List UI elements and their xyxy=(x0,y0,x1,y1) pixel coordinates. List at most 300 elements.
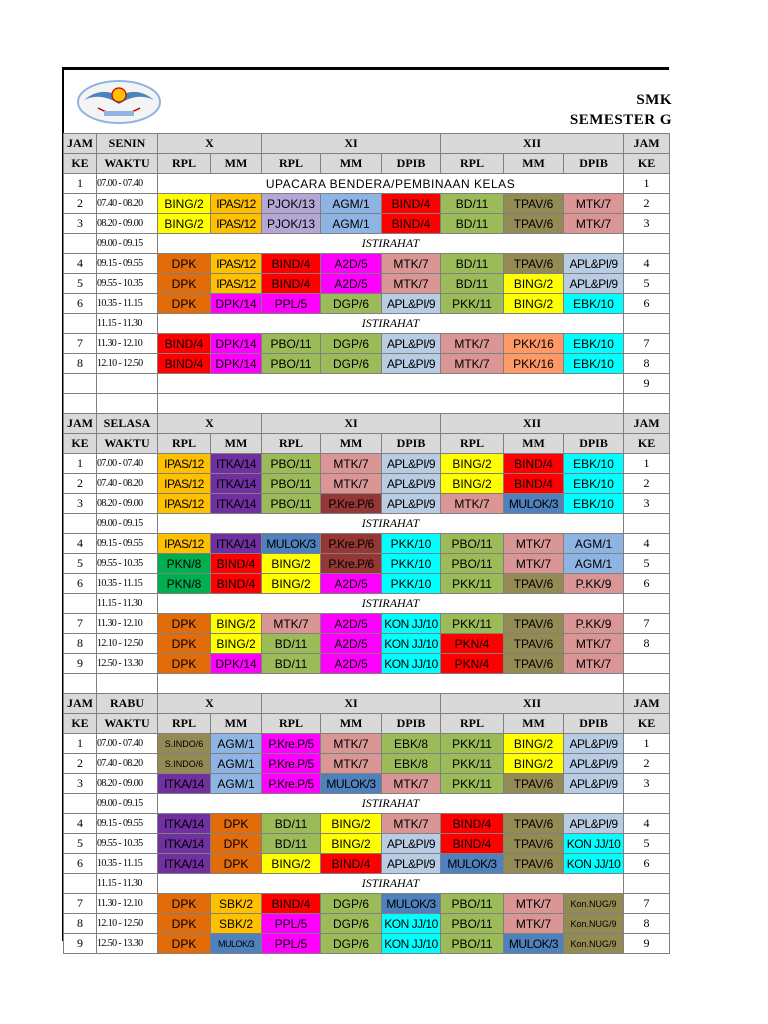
subject-cell: APL&PI/9 xyxy=(382,294,441,314)
subject-cell: DPK xyxy=(158,274,211,294)
table-row xyxy=(64,874,670,894)
subject-cell: PKK/11 xyxy=(441,754,504,774)
blank-row-cell xyxy=(158,374,624,394)
period-number xyxy=(64,314,97,334)
period-number: 5 xyxy=(64,274,97,294)
subject-cell: ITKA/14 xyxy=(211,534,262,554)
waktu-header: WAKTU xyxy=(97,714,158,734)
jam-number: 6 xyxy=(624,854,670,874)
jam-number: 7 xyxy=(624,894,670,914)
major-rpl-header: RPL xyxy=(441,434,504,454)
subject-cell: APL&PI/9 xyxy=(564,814,624,834)
subject-cell: TPAV/6 xyxy=(504,254,564,274)
table-row xyxy=(64,394,670,414)
break-label: ISTIRAHAT xyxy=(158,794,624,814)
subject-cell: AGM/1 xyxy=(321,194,382,214)
subject-cell: P.Kre.P/6 xyxy=(321,534,382,554)
subject-cell: BIND/4 xyxy=(441,814,504,834)
period-number: 1 xyxy=(64,454,97,474)
jam-number: 1 xyxy=(624,454,670,474)
subject-cell: DPK xyxy=(158,254,211,274)
subject-cell: BIND/4 xyxy=(262,274,321,294)
subject-cell: DPK xyxy=(211,854,262,874)
subject-cell: IPAS/12 xyxy=(211,274,262,294)
major-dpib-header: DPIB xyxy=(564,714,624,734)
ke-header: KE xyxy=(624,154,670,174)
subject-cell: KON JJ/10 xyxy=(564,834,624,854)
jam-number: 9 xyxy=(624,374,670,394)
subject-cell: SBK/2 xyxy=(211,894,262,914)
subject-cell: BIND/4 xyxy=(262,254,321,274)
subject-cell: MTK/7 xyxy=(321,754,382,774)
jam-header: JAM xyxy=(624,694,670,714)
major-mm-header: MM xyxy=(211,154,262,174)
subject-cell: PKK/11 xyxy=(441,294,504,314)
break-label: ISTIRAHAT xyxy=(158,314,624,334)
table-row xyxy=(64,734,670,754)
grade-xii-header: XII xyxy=(441,694,624,714)
subject-cell: BING/2 xyxy=(321,814,382,834)
subject-cell: TPAV/6 xyxy=(504,634,564,654)
period-number: 1 xyxy=(64,734,97,754)
period-time: 12.10 - 12.50 xyxy=(97,914,158,934)
subject-cell: Kon.NUG/9 xyxy=(564,934,624,954)
jam-number: 2 xyxy=(624,474,670,494)
waktu-header: WAKTU xyxy=(97,434,158,454)
ke-header: KE xyxy=(64,434,97,454)
subject-cell: BIND/4 xyxy=(504,474,564,494)
grade-x-header: X xyxy=(158,134,262,154)
subject-cell: IPAS/12 xyxy=(158,494,211,514)
major-rpl-header: RPL xyxy=(158,154,211,174)
period-time: 09.15 - 09.55 xyxy=(97,534,158,554)
subject-cell: A2D/5 xyxy=(321,254,382,274)
subject-cell: EBK/10 xyxy=(564,454,624,474)
period-time xyxy=(97,394,158,414)
jam-number: 6 xyxy=(624,294,670,314)
table-row xyxy=(64,614,670,634)
jam-header: JAM xyxy=(64,134,97,154)
subject-cell: PKK/16 xyxy=(504,354,564,374)
subject-cell: BING/2 xyxy=(504,294,564,314)
day-header-row xyxy=(64,414,670,434)
subject-cell: IPAS/12 xyxy=(211,214,262,234)
subject-cell: BIND/4 xyxy=(382,194,441,214)
waktu-header: WAKTU xyxy=(97,154,158,174)
jam-number xyxy=(624,874,670,894)
subject-cell: EBK/10 xyxy=(564,474,624,494)
subject-cell: PBO/11 xyxy=(262,474,321,494)
period-time: 10.35 - 11.15 xyxy=(97,294,158,314)
subject-cell: PKK/16 xyxy=(504,334,564,354)
table-row xyxy=(64,294,670,314)
subject-cell: EBK/10 xyxy=(564,494,624,514)
major-mm-header: MM xyxy=(211,714,262,734)
period-number: 6 xyxy=(64,574,97,594)
subject-cell: AGM/1 xyxy=(211,774,262,794)
table-row xyxy=(64,774,670,794)
subject-cell: BIND/4 xyxy=(262,894,321,914)
major-mm-header: MM xyxy=(321,714,382,734)
subject-cell: MTK/7 xyxy=(564,654,624,674)
subject-cell: P.KK/9 xyxy=(564,614,624,634)
subject-cell: BIND/4 xyxy=(158,354,211,374)
subject-cell: BD/11 xyxy=(262,834,321,854)
table-row xyxy=(64,654,670,674)
jam-number: 1 xyxy=(624,174,670,194)
table-row xyxy=(64,674,670,694)
subject-cell: TPAV/6 xyxy=(504,814,564,834)
subject-cell: BIND/4 xyxy=(382,214,441,234)
table-row xyxy=(64,834,670,854)
period-number: 3 xyxy=(64,774,97,794)
subject-cell: P.Kre.P/5 xyxy=(262,754,321,774)
subject-cell: EBK/10 xyxy=(564,294,624,314)
subject-cell: BING/2 xyxy=(158,194,211,214)
subject-cell: TPAV/6 xyxy=(504,194,564,214)
table-row xyxy=(64,914,670,934)
subject-cell: BING/2 xyxy=(211,634,262,654)
period-time: 09.15 - 09.55 xyxy=(97,814,158,834)
major-dpib-header: DPIB xyxy=(382,714,441,734)
subject-cell: DPK xyxy=(158,614,211,634)
subject-cell: ITKA/14 xyxy=(211,494,262,514)
table-row xyxy=(64,754,670,774)
period-number: 5 xyxy=(64,554,97,574)
jam-number: 1 xyxy=(624,734,670,754)
jam-number: 3 xyxy=(624,214,670,234)
subject-cell: KON JJ/10 xyxy=(382,634,441,654)
subject-cell: APL&PI/9 xyxy=(382,494,441,514)
subject-cell: APL&PI/9 xyxy=(564,754,624,774)
jam-number: 5 xyxy=(624,274,670,294)
subject-cell: DGP/6 xyxy=(321,334,382,354)
subject-cell: A2D/5 xyxy=(321,574,382,594)
subject-cell: MTK/7 xyxy=(382,254,441,274)
subject-cell: APL&PI/9 xyxy=(564,274,624,294)
day-name: SENIN xyxy=(97,134,158,154)
subject-cell: MTK/7 xyxy=(321,474,382,494)
subject-cell: ITKA/14 xyxy=(158,814,211,834)
table-row xyxy=(64,514,670,534)
period-number: 9 xyxy=(64,934,97,954)
subject-cell: IPAS/12 xyxy=(211,194,262,214)
period-time: 11.30 - 12.10 xyxy=(97,894,158,914)
subject-cell: MULOK/3 xyxy=(262,534,321,554)
subject-cell: BIND/4 xyxy=(211,574,262,594)
subject-cell: BD/11 xyxy=(262,814,321,834)
subject-cell: APL&PI/9 xyxy=(564,254,624,274)
subject-cell: APL&PI/9 xyxy=(382,834,441,854)
major-mm-header: MM xyxy=(321,154,382,174)
subject-cell: PKN/4 xyxy=(441,634,504,654)
period-number xyxy=(64,794,97,814)
period-time: 11.30 - 12.10 xyxy=(97,614,158,634)
subject-cell: AGM/1 xyxy=(564,554,624,574)
ke-header: KE xyxy=(624,714,670,734)
subject-cell: EBK/8 xyxy=(382,734,441,754)
subject-cell: PKK/11 xyxy=(441,734,504,754)
subject-cell: MTK/7 xyxy=(441,334,504,354)
subject-cell: EBK/10 xyxy=(564,354,624,374)
subject-cell: DPK xyxy=(158,654,211,674)
grade-x-header: X xyxy=(158,414,262,434)
subject-cell: PPL/5 xyxy=(262,914,321,934)
subject-cell: MTK/7 xyxy=(382,274,441,294)
subject-cell: DGP/6 xyxy=(321,894,382,914)
subject-cell: APL&PI/9 xyxy=(382,474,441,494)
subject-cell: MTK/7 xyxy=(504,554,564,574)
period-time: 07.40 - 08.20 xyxy=(97,754,158,774)
subject-cell: KON JJ/10 xyxy=(382,934,441,954)
blank-row-cell xyxy=(158,394,624,414)
subject-cell: BING/2 xyxy=(504,274,564,294)
major-dpib-header: DPIB xyxy=(382,434,441,454)
subject-cell: BIND/4 xyxy=(441,834,504,854)
grade-xii-header: XII xyxy=(441,414,624,434)
subject-cell: APL&PI/9 xyxy=(564,734,624,754)
subject-cell: MTK/7 xyxy=(382,774,441,794)
jam-number xyxy=(624,514,670,534)
period-number: 9 xyxy=(64,654,97,674)
period-time: 11.30 - 12.10 xyxy=(97,334,158,354)
grade-xi-header: XI xyxy=(262,694,441,714)
table-row xyxy=(64,494,670,514)
subject-cell: IPAS/12 xyxy=(158,474,211,494)
subject-cell: APL&PI/9 xyxy=(382,854,441,874)
period-time xyxy=(97,674,158,694)
major-mm-header: MM xyxy=(211,434,262,454)
subject-cell: MTK/7 xyxy=(441,494,504,514)
major-rpl-header: RPL xyxy=(262,154,321,174)
subject-cell: SBK/2 xyxy=(211,914,262,934)
period-time: 10.35 - 11.15 xyxy=(97,854,158,874)
subject-cell: DPK xyxy=(158,934,211,954)
day-name: RABU xyxy=(97,694,158,714)
table-row xyxy=(64,274,670,294)
period-time: 12.50 - 13.30 xyxy=(97,934,158,954)
subject-cell: TPAV/6 xyxy=(504,834,564,854)
major-rpl-header: RPL xyxy=(262,714,321,734)
subject-cell: APL&PI/9 xyxy=(382,454,441,474)
subject-cell: TPAV/6 xyxy=(504,854,564,874)
jam-header: JAM xyxy=(64,694,97,714)
subject-cell: BD/11 xyxy=(441,254,504,274)
period-number: 4 xyxy=(64,254,97,274)
subject-cell: DGP/6 xyxy=(321,934,382,954)
period-number xyxy=(64,514,97,534)
subject-cell: P.KK/9 xyxy=(564,574,624,594)
table-row xyxy=(64,454,670,474)
subject-cell: IPAS/12 xyxy=(158,534,211,554)
subject-cell: BING/2 xyxy=(262,854,321,874)
period-number xyxy=(64,374,97,394)
subject-cell: MULOK/3 xyxy=(382,894,441,914)
subject-cell: DPK xyxy=(158,894,211,914)
major-header-row xyxy=(64,434,670,454)
subject-cell: IPAS/12 xyxy=(211,254,262,274)
major-rpl-header: RPL xyxy=(262,434,321,454)
period-time: 10.35 - 11.15 xyxy=(97,574,158,594)
period-number: 8 xyxy=(64,914,97,934)
period-time: 07.40 - 08.20 xyxy=(97,194,158,214)
major-mm-header: MM xyxy=(504,434,564,454)
period-number xyxy=(64,594,97,614)
ceremony-label: UPACARA BENDERA/PEMBINAAN KELAS xyxy=(158,174,624,194)
table-row xyxy=(64,634,670,654)
jam-header: JAM xyxy=(624,414,670,434)
subject-cell: BIND/4 xyxy=(504,454,564,474)
subject-cell: TPAV/6 xyxy=(504,614,564,634)
jam-number xyxy=(624,394,670,414)
subject-cell: BING/2 xyxy=(262,574,321,594)
subject-cell: PBO/11 xyxy=(441,914,504,934)
subject-cell: DGP/6 xyxy=(321,914,382,934)
period-time: 11.15 - 11.30 xyxy=(97,594,158,614)
jam-number: 3 xyxy=(624,494,670,514)
subject-cell: PBO/11 xyxy=(262,494,321,514)
table-row xyxy=(64,794,670,814)
top-border-line xyxy=(63,67,669,70)
subject-cell: ITKA/14 xyxy=(211,474,262,494)
subject-cell: PKK/11 xyxy=(441,574,504,594)
subject-cell: BD/11 xyxy=(441,274,504,294)
jam-number: 5 xyxy=(624,834,670,854)
subject-cell: DPK/14 xyxy=(211,354,262,374)
day-name: SELASA xyxy=(97,414,158,434)
subject-cell: MTK/7 xyxy=(564,214,624,234)
jam-number: 2 xyxy=(624,194,670,214)
jam-number: 9 xyxy=(624,934,670,954)
table-row xyxy=(64,254,670,274)
period-time xyxy=(97,374,158,394)
period-time: 09.55 - 10.35 xyxy=(97,834,158,854)
table-row xyxy=(64,194,670,214)
subject-cell: BING/2 xyxy=(262,554,321,574)
jam-number: 4 xyxy=(624,254,670,274)
subject-cell: PJOK/13 xyxy=(262,214,321,234)
subject-cell: Kon.NUG/9 xyxy=(564,894,624,914)
subject-cell: MTK/7 xyxy=(321,734,382,754)
jam-number xyxy=(624,794,670,814)
period-time: 12.10 - 12.50 xyxy=(97,354,158,374)
period-number: 2 xyxy=(64,754,97,774)
period-time: 08.20 - 09.00 xyxy=(97,494,158,514)
subject-cell: BD/11 xyxy=(262,634,321,654)
period-number: 7 xyxy=(64,614,97,634)
period-number: 3 xyxy=(64,214,97,234)
period-time: 07.00 - 07.40 xyxy=(97,734,158,754)
subject-cell: MTK/7 xyxy=(321,454,382,474)
subject-cell: DPK xyxy=(158,634,211,654)
period-time: 09.55 - 10.35 xyxy=(97,274,158,294)
subject-cell: A2D/5 xyxy=(321,274,382,294)
subject-cell: BING/2 xyxy=(211,614,262,634)
period-time: 09.00 - 09.15 xyxy=(97,514,158,534)
subject-cell: MTK/7 xyxy=(504,534,564,554)
major-mm-header: MM xyxy=(504,714,564,734)
table-row xyxy=(64,594,670,614)
major-dpib-header: DPIB xyxy=(564,154,624,174)
table-row xyxy=(64,854,670,874)
subject-cell: DPK/14 xyxy=(211,294,262,314)
major-header-row xyxy=(64,714,670,734)
period-number: 7 xyxy=(64,334,97,354)
subject-cell: BD/11 xyxy=(262,654,321,674)
period-number: 5 xyxy=(64,834,97,854)
jam-number xyxy=(624,654,670,674)
subject-cell: DPK/14 xyxy=(211,654,262,674)
table-row xyxy=(64,334,670,354)
major-mm-header: MM xyxy=(504,154,564,174)
subject-cell: BD/11 xyxy=(441,194,504,214)
table-row xyxy=(64,214,670,234)
school-logo-icon xyxy=(76,78,162,126)
subject-cell: MULOK/3 xyxy=(321,774,382,794)
subject-cell: BIND/4 xyxy=(158,334,211,354)
subject-cell: AGM/1 xyxy=(564,534,624,554)
period-time: 08.20 - 09.00 xyxy=(97,774,158,794)
subject-cell: PKK/10 xyxy=(382,534,441,554)
table-row xyxy=(64,314,670,334)
grade-xi-header: XI xyxy=(262,414,441,434)
ke-header: KE xyxy=(64,154,97,174)
subject-cell: KON JJ/10 xyxy=(382,614,441,634)
schedule-table xyxy=(63,133,670,954)
subject-cell: AGM/1 xyxy=(211,754,262,774)
subject-cell: PKK/10 xyxy=(382,554,441,574)
grade-x-header: X xyxy=(158,694,262,714)
subject-cell: IPAS/12 xyxy=(158,454,211,474)
period-time: 09.00 - 09.15 xyxy=(97,794,158,814)
period-number xyxy=(64,874,97,894)
jam-number: 2 xyxy=(624,754,670,774)
period-number: 6 xyxy=(64,854,97,874)
period-time: 07.40 - 08.20 xyxy=(97,474,158,494)
period-number: 4 xyxy=(64,534,97,554)
subject-cell: DGP/6 xyxy=(321,354,382,374)
period-time: 07.00 - 07.40 xyxy=(97,454,158,474)
blank-row-cell xyxy=(158,674,624,694)
jam-number: 4 xyxy=(624,814,670,834)
subject-cell: A2D/5 xyxy=(321,654,382,674)
subject-cell: MTK/7 xyxy=(564,194,624,214)
subject-cell: TPAV/6 xyxy=(504,574,564,594)
jam-number: 7 xyxy=(624,614,670,634)
subject-cell: MULOK/3 xyxy=(504,494,564,514)
table-row xyxy=(64,934,670,954)
break-label: ISTIRAHAT xyxy=(158,234,624,254)
jam-number: 3 xyxy=(624,774,670,794)
jam-header: JAM xyxy=(624,134,670,154)
table-row xyxy=(64,814,670,834)
break-label: ISTIRAHAT xyxy=(158,594,624,614)
period-number: 3 xyxy=(64,494,97,514)
subject-cell: BING/2 xyxy=(441,474,504,494)
period-number: 8 xyxy=(64,354,97,374)
jam-number: 4 xyxy=(624,534,670,554)
table-row xyxy=(64,374,670,394)
table-row xyxy=(64,534,670,554)
subject-cell: APL&PI/9 xyxy=(382,354,441,374)
major-dpib-header: DPIB xyxy=(382,154,441,174)
table-row xyxy=(64,894,670,914)
subject-cell: APL&PI/9 xyxy=(564,774,624,794)
subject-cell: BING/2 xyxy=(321,834,382,854)
subject-cell: MTK/7 xyxy=(504,894,564,914)
day-header-row xyxy=(64,134,670,154)
subject-cell: A2D/5 xyxy=(321,614,382,634)
